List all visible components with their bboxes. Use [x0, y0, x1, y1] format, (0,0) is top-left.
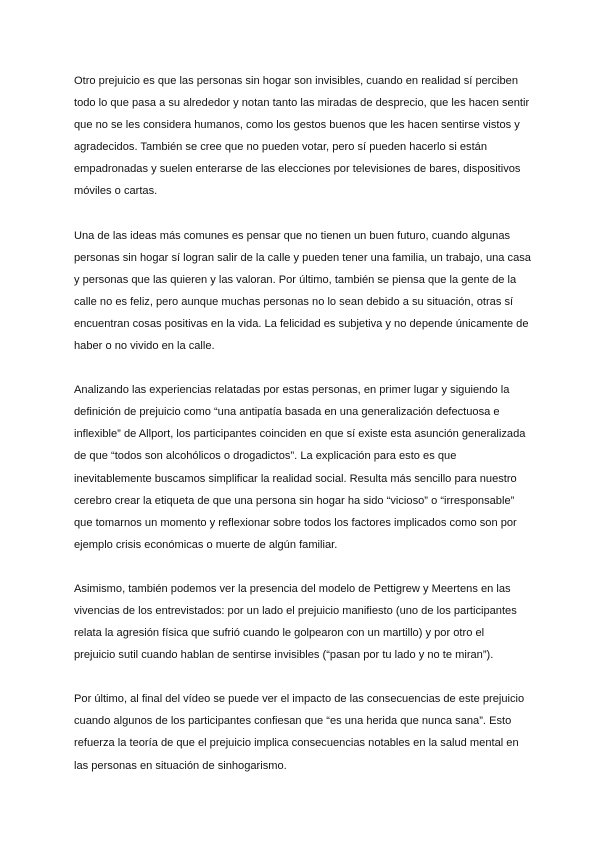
text-line: que no se les considera humanos, como los gestos buenos que les hacen sentirse vistos y: [74, 119, 520, 132]
text-line: ejemplo crisis económicas o muerte de algún familiar.: [74, 538, 338, 551]
text-line: de que “todos son alcohólicos o drogadictos”. La explicación para esto es que: [74, 450, 457, 463]
paragraph-allport-analysis: [74, 379, 546, 556]
document-body: [74, 70, 546, 799]
text-line: inevitablemente buscamos simplificar la realidad social. Resulta más sencillo para nuestro: [74, 472, 517, 485]
text-line: que tomarnos un momento y reflexionar sobre todos los factores implicados como son por: [74, 516, 517, 529]
text-line: Por último, al final del vídeo se puede ver el impacto de las consecuencias de este prejuicio: [74, 693, 525, 706]
text-line: personas sin hogar sí logran salir de la calle y pueden tener una familia, un trabajo, una casa: [74, 251, 531, 264]
text-line: Asimismo, también podemos ver la presencia del modelo de Pettigrew y Meertens en las: [74, 582, 511, 595]
text-line: cerebro crear la etiqueta de que una persona sin hogar ha sido “vicioso” o “irresponsable”: [74, 494, 515, 507]
text-line: definición de prejuicio como “una antipatía basada en una generalización defectuosa e: [74, 406, 500, 419]
text-line: todo lo que pasa a su alrededor y notan tanto las miradas de desprecio, que les hacen sentir: [74, 97, 530, 110]
text-line: relata la agresión física que sufrió cuando le golpearon con un martillo) y por otro el: [74, 627, 485, 640]
text-line: agradecidos. También se cree que no pueden votar, pero sí pueden hacerlo si están: [74, 141, 488, 154]
text-line: empadronadas y suelen enterarse de las elecciones por televisiones de bares, dispositivos: [74, 163, 521, 176]
paragraph-pettigrew-meertens: [74, 578, 546, 666]
text-line: refuerza la teoría de que el prejuicio implica consecuencias notables en la salud mental en: [74, 737, 519, 750]
paragraph-invisibility-prejudice: [74, 70, 546, 203]
text-line: Otro prejuicio es que las personas sin hogar son invisibles, cuando en realidad sí perciben: [74, 75, 519, 87]
text-line: prejuicio sutil cuando hablan de sentirse invisibles (“pasan por tu lado y no te miran”).: [74, 649, 494, 662]
text-line: calle no es feliz, pero aunque muchas personas no lo sean debido a su situación, otras sí: [74, 295, 514, 308]
text-line: cuando algunos de los participantes confiesan que “es una herida que nunca sana”. Esto: [74, 715, 512, 728]
text-line: inflexible” de Allport, los participantes coinciden en que sí existe esta asunción generalizada: [74, 428, 526, 441]
text-line: vivencias de los entrevistados: por un lado el prejuicio manifiesto (uno de los participantes: [74, 604, 517, 617]
text-line: móviles o cartas.: [74, 185, 158, 198]
text-line: haber o no vivido en la calle.: [74, 340, 215, 353]
paragraph-future-and-happiness: [74, 225, 546, 358]
text-line: las personas en situación de sinhogarismo.: [74, 759, 287, 772]
text-line: y personas que las quieren y las valoran. Por último, también se piensa que la gente de la: [74, 273, 517, 286]
text-line: Analizando las experiencias relatadas por estas personas, en primer lugar y siguiendo la: [74, 384, 510, 397]
paragraph-consequences: [74, 688, 546, 776]
text-line: encuentran cosas positivas en la vida. La felicidad es subjetiva y no depende únicamente de: [74, 317, 529, 330]
text-line: Una de las ideas más comunes es pensar que no tienen un buen futuro, cuando algunas: [74, 229, 511, 242]
